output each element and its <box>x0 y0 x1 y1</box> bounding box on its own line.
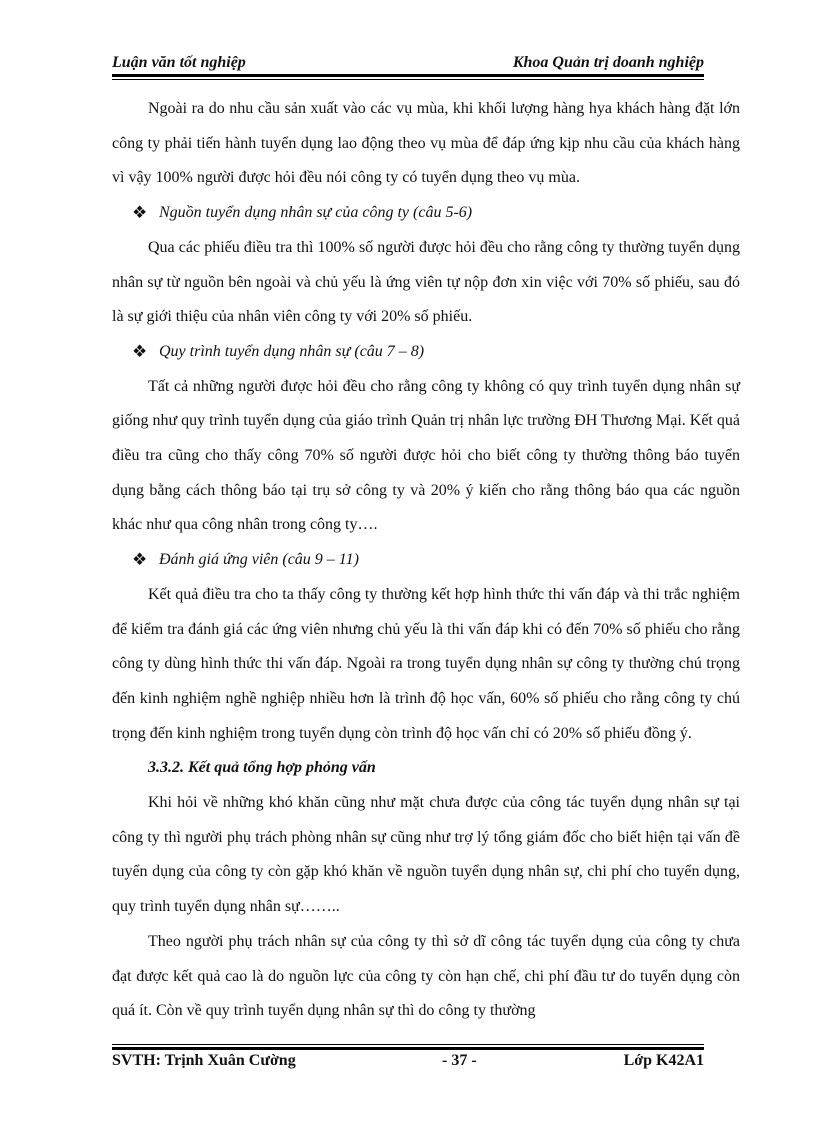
page-footer <box>112 1052 704 1078</box>
bullet-heading: Nguồn tuyển dụng nhân sự của công ty (câu 5-6) <box>159 204 473 222</box>
bullet-item <box>112 196 740 231</box>
paragraph: Tất cả những người được hỏi đều cho rằng công ty không có quy trình tuyển dụng nhân sự giống như quy trình tuyển dụng của giáo trình Quản trị nhân lực trường ĐH Thương Mại. Kết quả điều tra cũng cho thấy công 70% số người được hỏi cho biết công ty thường thông báo tuyển dụng bằng cách thông báo tại trụ sở công ty và 20% ý kiến cho rằng thông báo qua các nguồn khác như qua công nhân trong công ty…. <box>112 377 740 534</box>
footer-student: SVTH: Trịnh Xuân Cường <box>112 1052 296 1069</box>
diamond-star-icon: ❖ <box>132 550 148 570</box>
bullet-item <box>112 335 740 370</box>
page-header <box>112 50 704 76</box>
footer-rule-thick <box>112 1047 704 1050</box>
paragraph: Ngoài ra do nhu cầu sản xuất vào các vụ mùa, khi khối lượng hàng hya khách hàng đặt lớn công ty phải tiến hành tuyển dụng lao động theo vụ mùa để đáp ứng kịp nhu cầu của khách hàng vì vậy 100% người được hỏi đều nói công ty có tuyển dụng theo vụ mùa. <box>112 100 740 187</box>
header-faculty: Khoa Quản trị doanh nghiệp <box>512 54 704 71</box>
paragraph: Kết quả điều tra cho ta thấy công ty thường kết hợp hình thức thi vấn đáp và thi trắc nghiệm để kiểm tra đánh giá các ứng viên nhưng chủ yếu là thi vấn đáp khi có đến 70% số phiếu cho rằng công ty dùng hình thức thi vấn đáp. Ngoài ra trong tuyển dụng nhân sự công ty thường chú trọng đến kinh nghiệm nghề nghiệp nhiều hơn là trình độ học vấn, 60% số phiếu cho rằng công ty chú trọng đến kinh nghiệm trong tuyển dụng còn trình độ học vấn chỉ có 20% số phiếu đồng ý. <box>112 585 740 742</box>
body-text <box>112 92 740 1029</box>
section-heading: 3.3.2. Kết quả tổng hợp phỏng vấn <box>148 759 376 777</box>
bullet-item <box>112 543 740 578</box>
page-number: - 37 - <box>442 1052 477 1069</box>
diamond-star-icon: ❖ <box>132 203 148 223</box>
footer-class: Lớp K42A1 <box>623 1052 704 1069</box>
paragraph: Qua các phiếu điều tra thì 100% số người được hỏi đều cho rằng công ty thường tuyển dụng nhân sự từ nguồn bên ngoài và chủ yếu là ứng viên tự nộp đơn xin việc với 70% số phiếu, sau đó là sự giới thiệu của nhân viên công ty với 20% số phiếu. <box>112 238 740 326</box>
footer-rule-thin <box>112 1044 704 1045</box>
header-rule-thick <box>112 74 704 77</box>
header-rule-thin <box>112 79 704 80</box>
paragraph: Khi hỏi về những khó khăn cũng như mặt chưa được của công tác tuyển dụng nhân sự tại công ty thì người phụ trách phòng nhân sự cũng như trợ lý tổng giám đốc cho biết hiện tại vấn đề tuyển dụng của công ty còn gặp khó khăn về nguồn tuyển dụng nhân sự, chi phí cho tuyển dụng, quy trình tuyển dụng nhân sự…….. <box>112 794 740 916</box>
header-thesis-title: Luận văn tốt nghiệp <box>112 54 246 71</box>
bullet-heading: Quy trình tuyển dụng nhân sự (câu 7 – 8) <box>159 342 425 360</box>
paragraph: Theo người phụ trách nhân sự của công ty thì sở dĩ công tác tuyển dụng của công ty chưa đạt được kết quả cao là do nguồn lực của công ty còn hạn chế, chi phí đầu tư do tuyển dụng còn quá ít. Còn về quy trình tuyển dụng nhân sự thì do công ty thường <box>112 932 740 1020</box>
diamond-star-icon: ❖ <box>132 341 148 361</box>
bullet-heading: Đánh giá ứng viên (câu 9 – 11) <box>159 551 359 569</box>
